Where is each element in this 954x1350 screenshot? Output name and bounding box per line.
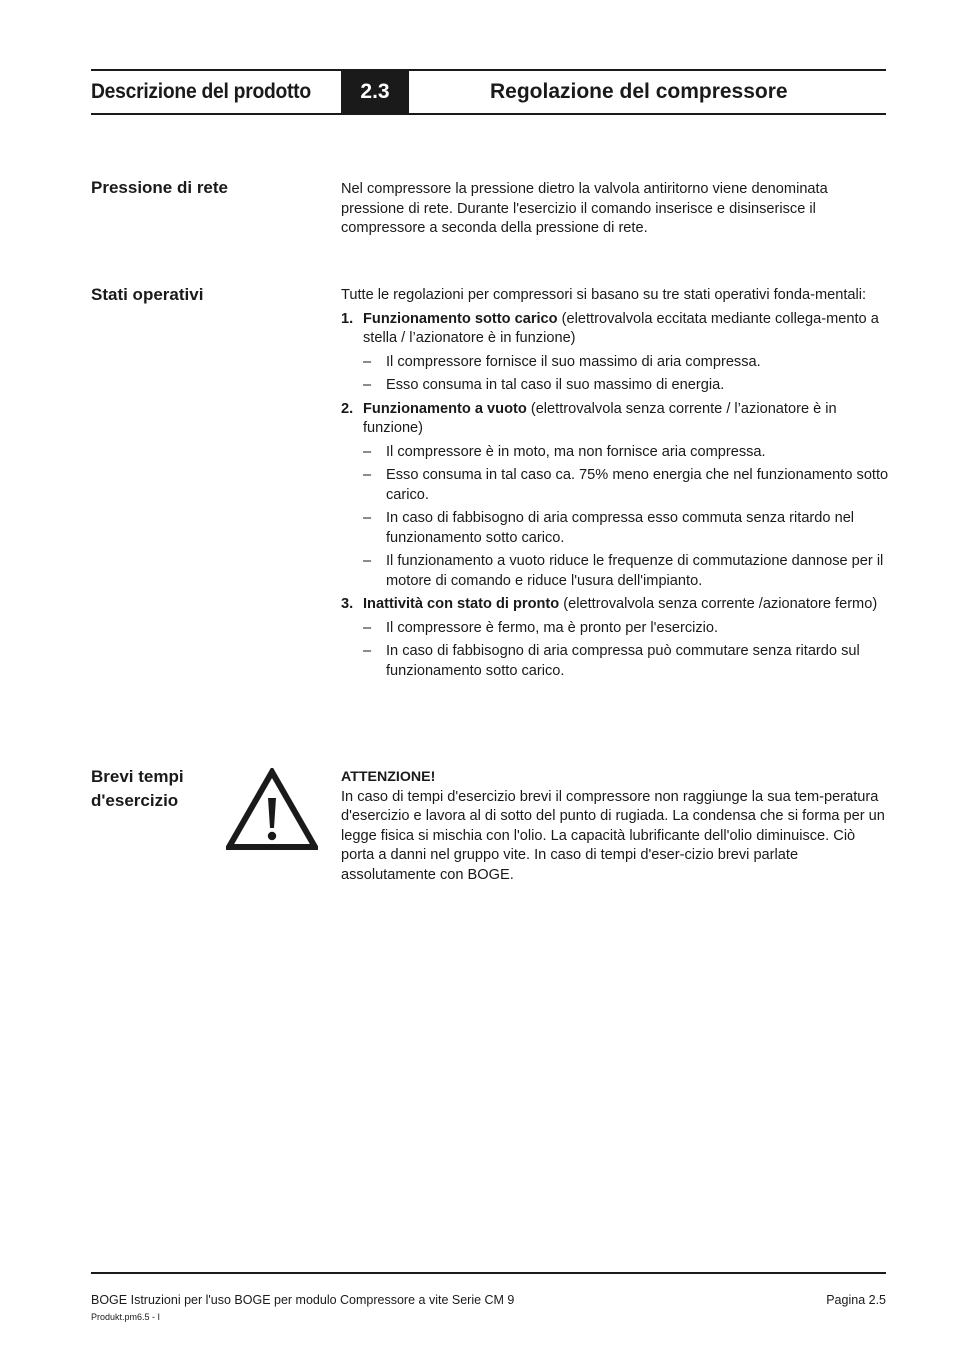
heading-line: d'esercizio [91, 791, 179, 810]
item-title: Funzionamento a vuoto [363, 400, 527, 417]
footer-file-name: Produkt.pm6.5 - I [91, 1312, 161, 1322]
dash-marker: – [363, 643, 372, 659]
warning-title: ATTENZIONE! [341, 769, 436, 785]
bullet-text: Esso consuma in tal caso ca. 75% meno energia che nel funzionamento sotto carico. [386, 467, 889, 503]
bullet-text: Il compressore fornisce il suo massimo di aria compressa. [386, 353, 761, 370]
warning-text: In caso di tempi d'esercizio brevi il compressore non raggiunge la sua tem-peratura d'esercizio e lavora al di sotto del punto di rugiada. La condensa che si forma per un legge fisica si mischia con l'olio. La capacità lubrificante dell'olio diminuisce. Ciò porta a danni nel gruppo vite. In caso di tempi d'eser-cizio brevi parlate assolutamente con BOGE. [341, 788, 885, 883]
bullet-item [363, 376, 889, 396]
item-desc: (elettrovalvola senza corrente /azionatore fermo) [559, 596, 878, 612]
heading-line: Brevi tempi [91, 767, 184, 786]
numbered-item-1 [341, 310, 889, 349]
item-number: 2. [341, 400, 354, 417]
text-pressione-di-rete [341, 180, 889, 239]
footer-rule [91, 1272, 886, 1274]
bullet-item [363, 443, 889, 463]
bullet-item [363, 619, 889, 639]
item-desc: (elettrovalvola eccitata mediante collega-mento a stella / l’azionatore è in funzione) [363, 310, 879, 346]
header-bottom-rule [91, 113, 886, 115]
item-title: Inattività con stato di pronto [363, 596, 560, 612]
item-number: 1. [341, 310, 354, 327]
dash-marker: – [363, 443, 372, 460]
bullet-item [363, 552, 889, 591]
item-text [363, 310, 889, 349]
item-desc: (elettrovalvola senza corrente / l’azionatore è in funzione) [363, 400, 837, 436]
heading-pressione-di-rete: Pressione di rete [91, 178, 229, 197]
bullet-text: In caso di fabbisogno di aria compressa può commutare senza ritardo sul funzionamento sotto carico. [386, 643, 860, 679]
dash-marker: – [363, 353, 372, 370]
bullet-text: Il compressore è in moto, ma non fornisce aria compressa. [386, 443, 766, 460]
bullet-item [363, 642, 889, 681]
item-number: 3. [341, 596, 354, 612]
dash-marker: – [363, 377, 372, 393]
heading-stati-operativi: Stati operativi [91, 285, 204, 304]
heading-brevi-tempi [91, 765, 184, 813]
section-name: Descrizione del prodotto [91, 80, 311, 103]
dash-marker: – [363, 619, 372, 636]
footer-page-number: Pagina 2.5 [826, 1293, 886, 1307]
bullet-item [363, 509, 889, 548]
paragraph: Nel compressore la pressione dietro la valvola antiritorno viene denominata pressione di rete. Durante l'esercizio il comando inserisce e disinserisce il compressore a seconda della pressione di rete. [341, 181, 828, 236]
bullet-item [363, 353, 889, 373]
item-text [363, 595, 889, 615]
bullet-text: Il funzionamento a vuoto riduce le frequenze di commutazione dannose per il motore di comando e riduce l'usura dell'impianto. [386, 553, 884, 589]
warning-triangle-icon [226, 768, 318, 850]
intro-paragraph: Tutte le regolazioni per compressori si basano su tre stati operativi fonda-mentali: [341, 287, 867, 303]
numbered-item-3 [341, 595, 889, 615]
bullet-item [363, 466, 889, 505]
item-title: Funzionamento sotto carico [363, 310, 558, 327]
dash-marker: – [363, 553, 372, 569]
header-top-rule [91, 69, 886, 71]
item-text [363, 400, 889, 439]
footer-document-title: BOGE Istruzioni per l'uso BOGE per modulo Compressore a vite Serie CM 9 [91, 1293, 515, 1307]
bullet-text: Il compressore è fermo, ma è pronto per l'esercizio. [386, 619, 719, 636]
page-title: Regolazione del compressore [490, 80, 788, 103]
dash-marker: – [363, 467, 372, 483]
bullet-text: Esso consuma in tal caso il suo massimo di energia. [386, 377, 725, 393]
bullet-text: In caso di fabbisogno di aria compressa esso commuta senza ritardo nel funzionamento sotto carico. [386, 510, 855, 546]
section-number-badge: 2.3 [341, 71, 409, 113]
text-stati-operativi [341, 286, 889, 681]
warning-block [341, 768, 889, 885]
numbered-item-2 [341, 400, 889, 439]
dash-marker: – [363, 510, 372, 526]
